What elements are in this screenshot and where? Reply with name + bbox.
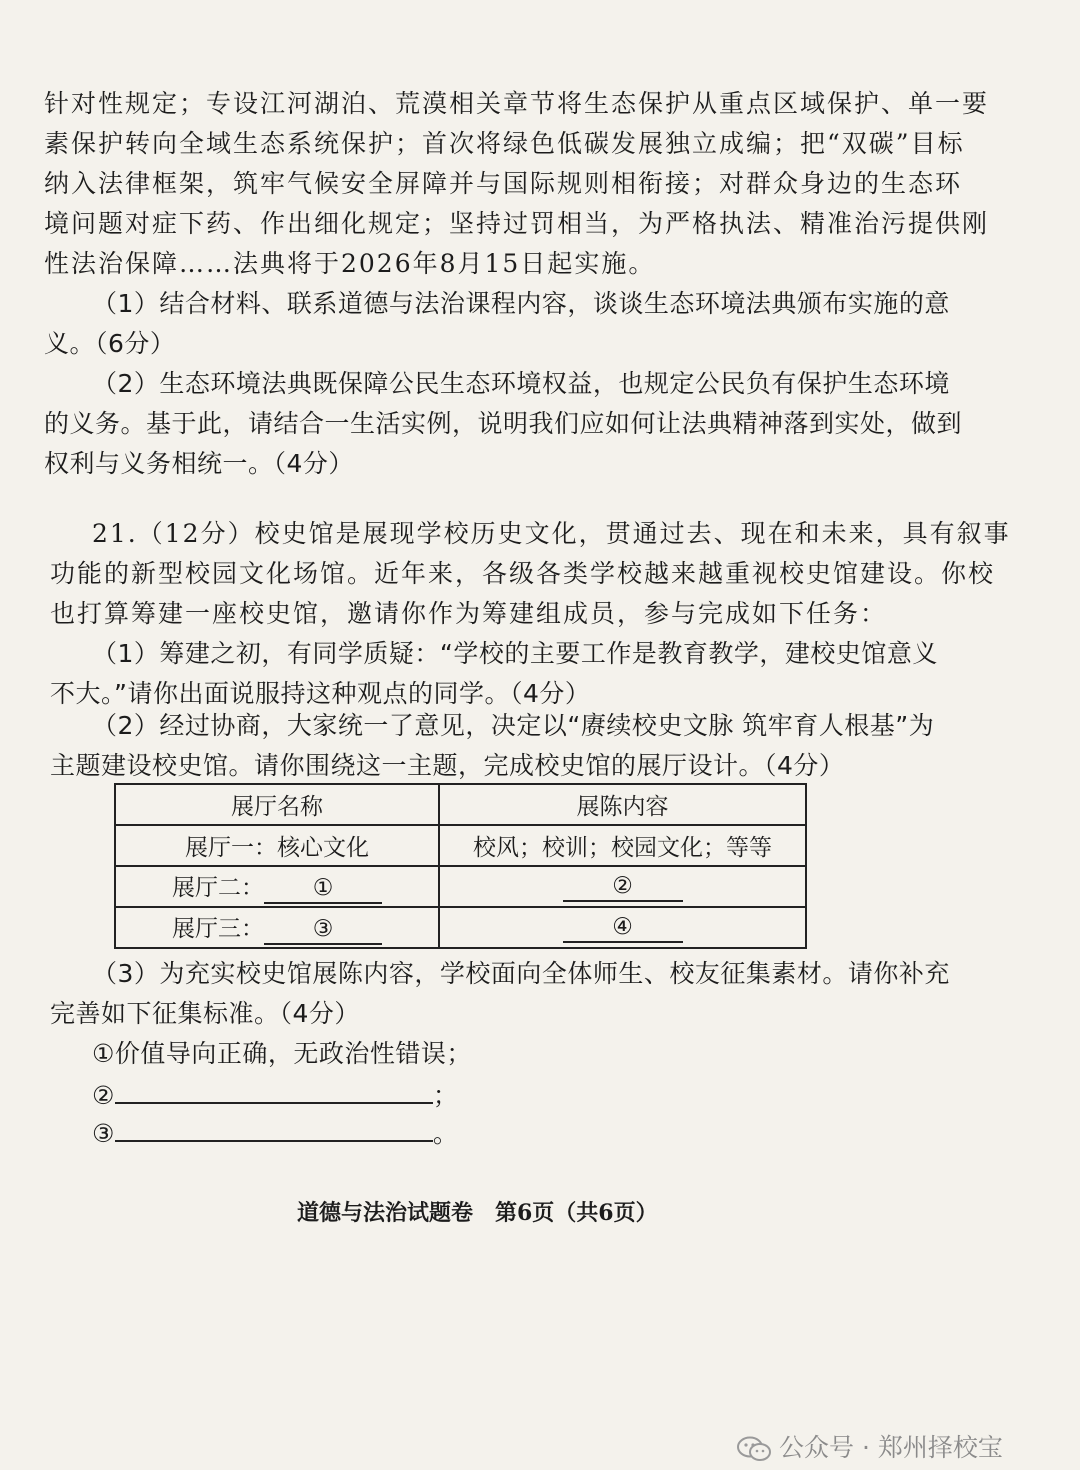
q21-stem-line-1: 21.（12分）校史馆是展现学校历史文化，贯通过去、现在和未来，具有叙事 bbox=[92, 519, 1011, 548]
q21-3-line-1: （3）为充实校史馆展陈内容，学校面向全体师生、校友征集素材。请你补充 bbox=[92, 959, 950, 988]
answer-blank-3[interactable]: ③ bbox=[264, 915, 382, 945]
exhibition-hall-table bbox=[114, 783, 807, 949]
intro-line-5: 性法治保障……法典将于2026年8月15日起实施。 bbox=[44, 249, 656, 278]
intro-line-2: 素保护转向全域生态系统保护；首次将绿色低碳发展独立成编；把“双碳”目标 bbox=[44, 129, 965, 158]
hall-3-prefix: 展厅三： bbox=[172, 916, 264, 942]
intro-line-1: 针对性规定；专设江河湖泊、荒漠相关章节将生态保护从重点区域保护、单一要 bbox=[44, 89, 990, 118]
page-footer: 道德与法治试题卷 第6页（共6页） bbox=[297, 1200, 658, 1226]
table-row bbox=[115, 907, 806, 948]
q20-1-line-2: 义。（6分） bbox=[44, 329, 176, 358]
header-hall-name: 展厅名称 bbox=[115, 784, 439, 825]
answer-blank-4[interactable]: ④ bbox=[563, 913, 683, 943]
q21-1-line-2: 不大。”请你出面说服持这种观点的同学。（4分） bbox=[50, 679, 591, 708]
watermark-text: 公众号 · 郑州择校宝 bbox=[779, 1433, 1003, 1462]
q21-2-line-1: （2）经过协商，大家统一了意见，决定以“赓续校史文脉 筑牢育人根基”为 bbox=[92, 711, 935, 740]
standard-3-number: ③ bbox=[92, 1119, 115, 1148]
intro-line-4: 境问题对症下药、作出细化规定；坚持过罚相当，为严格执法、精准治污提供刚 bbox=[44, 209, 990, 238]
intro-line-3: 纳入法律框架，筑牢气候安全屏障并与国际规则相衔接；对群众身边的生态环 bbox=[44, 169, 963, 198]
table-row bbox=[115, 866, 806, 907]
standard-2-end: ； bbox=[432, 1081, 459, 1110]
standard-3-end: 。 bbox=[432, 1119, 459, 1148]
hall-2-name-cell bbox=[115, 866, 439, 907]
watermark bbox=[737, 1428, 1003, 1464]
wechat-icon bbox=[737, 1436, 771, 1462]
hall-1-name: 展厅一：核心文化 bbox=[115, 825, 439, 866]
q21-1-line-1: （1）筹建之初，有同学质疑：“学校的主要工作是教育教学，建校史馆意义 bbox=[92, 639, 938, 668]
q20-2-line-2: 的义务。基于此，请结合一生活实例，说明我们应如何让法典精神落到实处，做到 bbox=[44, 409, 963, 438]
standard-2-number: ② bbox=[92, 1081, 115, 1110]
q20-2-line-1: （2）生态环境法典既保障公民生态环境权益，也规定公民负有保护生态环境 bbox=[92, 369, 950, 398]
hall-2-content-cell bbox=[439, 866, 806, 907]
table-header-row bbox=[115, 784, 806, 825]
q20-2-line-3: 权利与义务相统一。（4分） bbox=[44, 449, 354, 478]
q21-2-line-2: 主题建设校史馆。请你围绕这一主题，完成校史馆的展厅设计。（4分） bbox=[50, 751, 845, 780]
standard-3-input-line[interactable] bbox=[115, 1116, 433, 1142]
standard-item-3 bbox=[92, 1116, 458, 1152]
standard-item-1: ①价值导向正确，无政治性错误； bbox=[92, 1039, 472, 1068]
standard-2-input-line[interactable] bbox=[115, 1078, 433, 1104]
header-hall-content: 展陈内容 bbox=[439, 784, 806, 825]
q20-1-line-1: （1）结合材料、联系道德与法治课程内容，谈谈生态环境法典颁布实施的意 bbox=[92, 289, 950, 318]
standard-item-2 bbox=[92, 1078, 458, 1114]
q21-stem-line-2: 功能的新型校园文化场馆。近年来，各级各类学校越来越重视校史馆建设。你校 bbox=[50, 559, 996, 588]
q21-stem-line-3: 也打算筹建一座校史馆，邀请你作为筹建组成员，参与完成如下任务： bbox=[50, 599, 888, 628]
hall-3-content-cell bbox=[439, 907, 806, 948]
hall-3-name-cell bbox=[115, 907, 439, 948]
q21-3-line-2: 完善如下征集标准。（4分） bbox=[50, 999, 360, 1028]
answer-blank-1[interactable]: ① bbox=[264, 874, 382, 904]
hall-1-content: 校风；校训；校园文化；等等 bbox=[439, 825, 806, 866]
answer-blank-2[interactable]: ② bbox=[563, 872, 683, 902]
hall-2-prefix: 展厅二： bbox=[172, 875, 264, 901]
table-row bbox=[115, 825, 806, 866]
